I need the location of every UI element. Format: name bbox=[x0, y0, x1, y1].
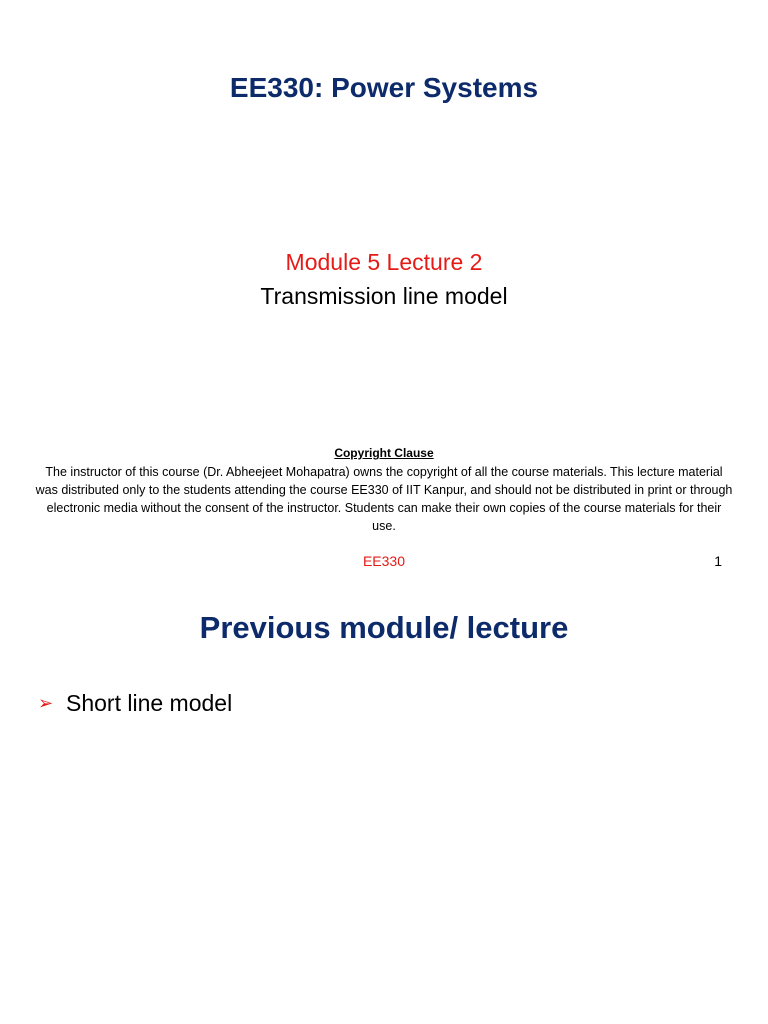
arrowhead-bullet-icon: ➢ bbox=[38, 693, 54, 713]
copyright-body: The instructor of this course (Dr. Abheejeet Mohapatra) owns the copyright of all the course materials. This lecture material was distributed only to the students attending the course EE330 of IIT Kanpur, and should not be distributed in print or through electronic media without the consent of the instructor. Students can make their own copies of the course materials for their use. bbox=[35, 465, 733, 533]
section-title: Previous module/ lecture bbox=[199, 610, 569, 645]
module-label: Module 5 Lecture 2 bbox=[285, 249, 483, 275]
copyright-heading: Copyright Clause bbox=[334, 446, 434, 460]
course-title: EE330: Power Systems bbox=[229, 72, 539, 103]
bullet-item bbox=[38, 686, 232, 720]
bullet-list bbox=[38, 686, 232, 720]
bullet-text: Short line model bbox=[66, 690, 233, 716]
lecture-topic: Transmission line model bbox=[260, 283, 508, 309]
footer-course-code: EE330 bbox=[362, 553, 406, 569]
slide-2 bbox=[0, 585, 768, 1024]
page-number: 1 bbox=[714, 553, 722, 569]
